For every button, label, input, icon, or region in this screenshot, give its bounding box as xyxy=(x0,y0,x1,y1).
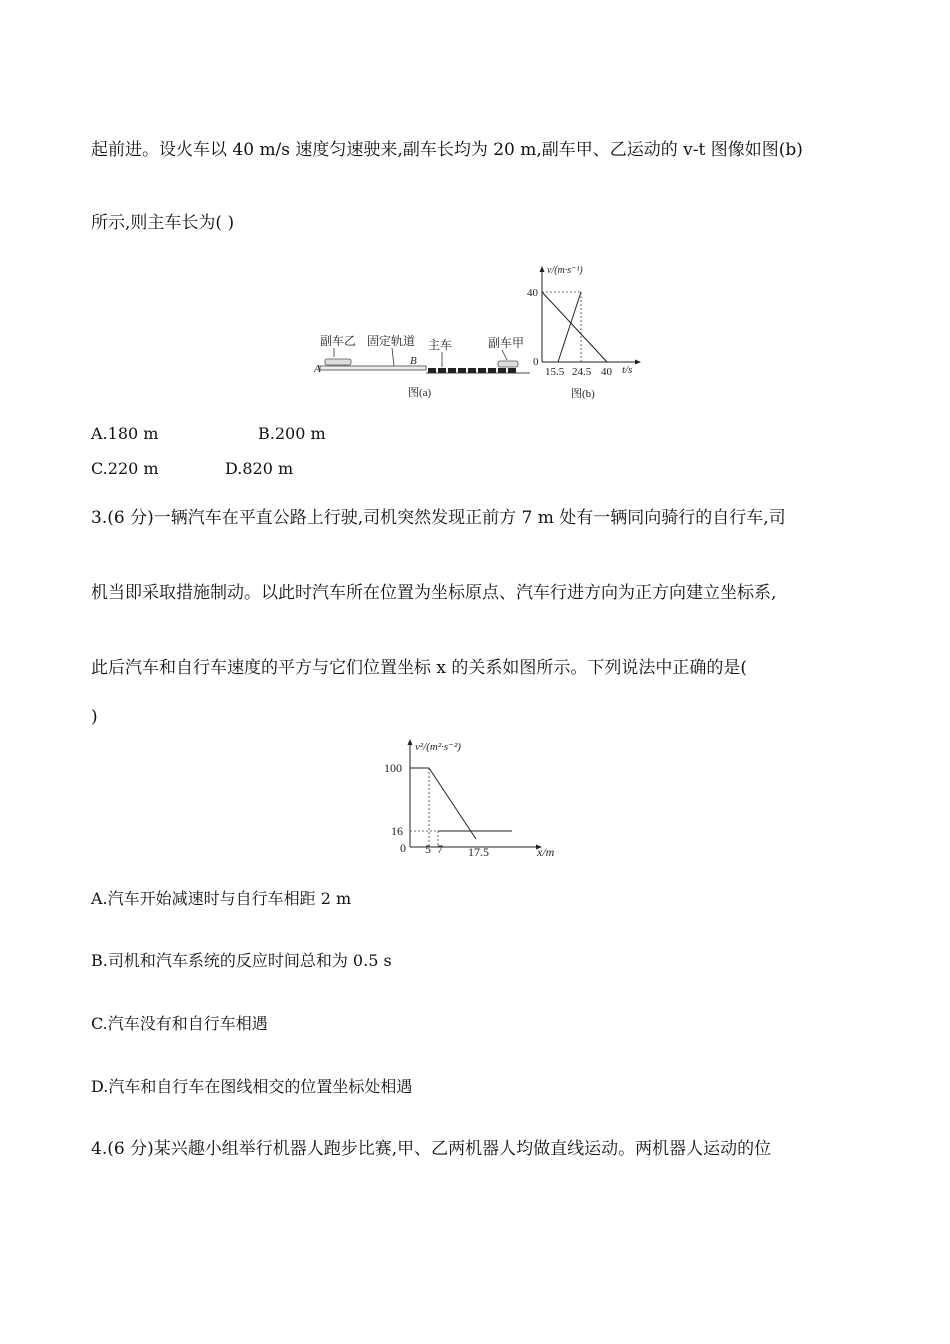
label-main-car: 主车 xyxy=(428,338,453,352)
q3-option-a: A.汽车开始减速时与自行车相距 2 m xyxy=(91,889,352,908)
point-a-label: A xyxy=(314,363,321,375)
x-axis-label: x/m xyxy=(537,845,555,859)
label-aux-car-a: 副车甲 xyxy=(488,336,525,350)
figure-b-caption: 图(b) xyxy=(571,388,595,400)
y-axis-arrow xyxy=(408,739,413,745)
q3-text-line-3: 此后汽车和自行车速度的平方与它们位置坐标 x 的关系如图所示。下列说法中正确的是( xyxy=(91,658,748,678)
pointer-track xyxy=(392,348,394,366)
q3-option-b: B.司机和汽车系统的反应时间总和为 0.5 s xyxy=(91,951,392,970)
q3-text-line-1: 3.(6 分)一辆汽车在平直公路上行驶,司机突然发现正前方 7 m 处有一辆同向骑行的自行车,司 xyxy=(91,508,786,528)
x-axis-label: t/s xyxy=(622,364,633,376)
x-tick-17-5: 17.5 xyxy=(468,845,489,859)
figure-v2-x-graph xyxy=(380,735,565,860)
aux-car-b-shape xyxy=(325,359,351,365)
origin-label: 0 xyxy=(533,356,539,368)
y-tick-100: 100 xyxy=(384,761,402,775)
label-aux-car-b: 副车乙 xyxy=(320,334,357,348)
aux-b-vt-line xyxy=(542,292,607,362)
y-axis-arrow xyxy=(540,266,545,272)
figure-b-vt-graph xyxy=(525,262,650,402)
q3-text-line-2: 机当即采取措施制动。以此时汽车所在位置为坐标原点、汽车行进方向为正方向建立坐标系, xyxy=(91,583,777,603)
q2-option-b: B.200 m xyxy=(258,424,326,443)
q2-option-c: C.220 m xyxy=(91,459,159,478)
q2-option-a: A.180 m xyxy=(91,424,159,443)
pointer-aux-a xyxy=(502,350,507,360)
q2-option-d: D.820 m xyxy=(225,459,294,478)
car-decel-segment xyxy=(429,768,476,839)
q2-text-line-2: 所示,则主车长为( ) xyxy=(91,213,235,233)
q3-option-d: D.汽车和自行车在图线相交的位置坐标处相遇 xyxy=(91,1077,413,1096)
q2-text-line-1: 起前进。设火车以 40 m/s 速度匀速驶来,副车长均为 20 m,副车甲、乙运动的 v-t 图像如图(b) xyxy=(91,140,803,160)
x-tick-15-5: 15.5 xyxy=(545,366,565,378)
q3-text-line-4: ) xyxy=(91,707,98,727)
label-fixed-track: 固定轨道 xyxy=(367,334,416,348)
x-tick-7: 7 xyxy=(437,842,443,856)
aux-car-a-shape xyxy=(498,361,518,367)
x-tick-5: 5 xyxy=(425,842,431,856)
q3-option-c: C.汽车没有和自行车相遇 xyxy=(91,1014,268,1033)
main-car-train xyxy=(428,368,516,373)
q4-text-line-1: 4.(6 分)某兴趣小组举行机器人跑步比赛,甲、乙两机器人均做直线运动。两机器人运动的位 xyxy=(91,1139,772,1159)
origin-label: 0 xyxy=(400,841,406,855)
aux-a-vt-line xyxy=(558,292,581,362)
x-tick-40: 40 xyxy=(601,366,612,378)
y-tick-16: 16 xyxy=(391,824,403,838)
y-tick-40: 40 xyxy=(527,287,538,299)
figure-a-rail-diagram xyxy=(312,330,537,402)
x-axis-arrow xyxy=(635,360,641,365)
point-b-label: B xyxy=(410,355,417,367)
y-axis-label: v²/(m²·s⁻²) xyxy=(415,741,461,753)
x-tick-24-5: 24.5 xyxy=(572,366,592,378)
figure-a-caption: 图(a) xyxy=(408,387,432,399)
y-axis-label: v/(m·s⁻¹) xyxy=(547,265,583,276)
